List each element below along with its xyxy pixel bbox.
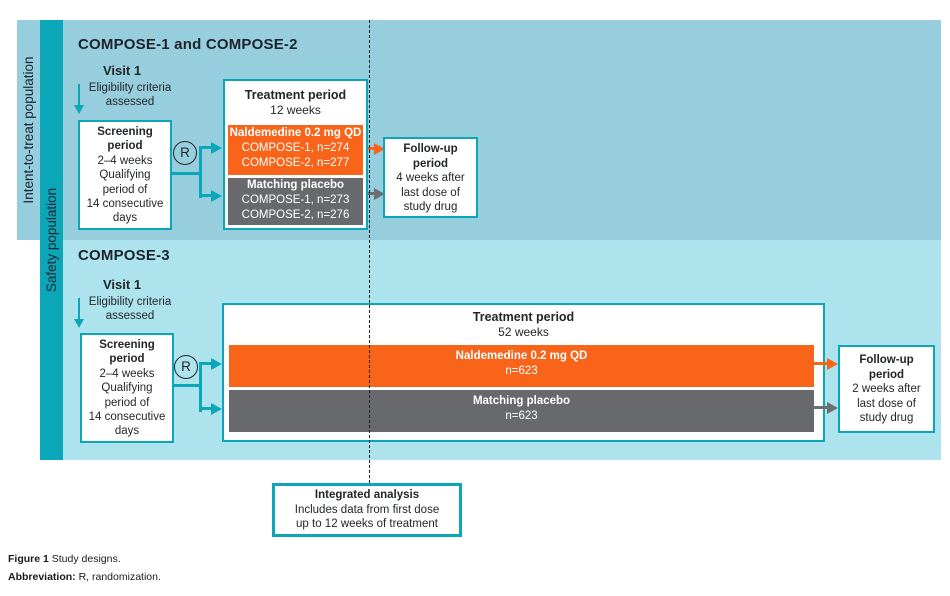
screening-box-bottom (80, 333, 174, 443)
treatment-period-duration-bottom: 52 weeks (498, 325, 549, 339)
connector-line (199, 362, 202, 412)
placebo-arm-top (228, 178, 363, 225)
treatment-period-title-top: Treatment period (244, 88, 347, 102)
screening-title-line1-top: Screening (97, 126, 153, 138)
screening-line-top: days (112, 212, 138, 225)
screening-title-line2-top: period (107, 140, 143, 153)
followup-title-top: Follow-up (403, 143, 458, 155)
placebo-arm-n1-top: COMPOSE-1, n=273 (241, 194, 350, 207)
eligibility-arrow-shaft-bottom (78, 298, 80, 320)
treatment-period-duration-top: 12 weeks (270, 103, 321, 117)
treatment-box-top (223, 79, 368, 230)
arrow-active-to-followup-bottom (812, 362, 828, 365)
followup-line-bottom: 2 weeks after (852, 383, 921, 395)
randomization-circle-bottom: R (174, 355, 198, 379)
placebo-arm-n2-top: COMPOSE-2, n=276 (241, 209, 350, 222)
dashed-12week-line (369, 20, 370, 483)
naldemedine-arm-top (228, 125, 363, 175)
naldemedine-arm-n1-top: COMPOSE-1, n=274 (241, 142, 350, 155)
followup-line-bottom: study drug (859, 412, 914, 424)
eligibility-arrow-icon-top (74, 105, 84, 114)
screening-line-bottom: days (114, 425, 140, 438)
connector-line (172, 172, 202, 175)
followup-line-bottom: last dose of (857, 397, 916, 410)
compose12-panel (63, 20, 941, 240)
safety-population-bar (40, 20, 63, 460)
naldemedine-arm-bottom (229, 345, 814, 387)
figure-caption-text: Study designs. (51, 553, 121, 565)
followup-line-top: study drug (403, 201, 458, 213)
integrated-analysis-title: Integrated analysis (314, 489, 420, 501)
abbreviation-text: R, randomization. (78, 571, 161, 583)
screening-line-bottom: Qualifying (101, 382, 153, 395)
naldemedine-arm-name-bottom: Naldemedine 0.2 mg QD (455, 350, 588, 362)
compose12-title: COMPOSE-1 and COMPOSE-2 (78, 36, 298, 53)
arrow-active-head-bottom (827, 358, 838, 370)
integrated-analysis-box (272, 483, 462, 537)
followup-title-bottom: period (868, 368, 905, 381)
screening-title-line1-bottom: Screening (99, 339, 155, 351)
placebo-arm-bottom (229, 390, 814, 432)
naldemedine-arm-n-bottom: n=623 (505, 365, 538, 378)
visit1-label-bottom: Visit 1 (103, 277, 142, 292)
eligibility-line1-top: Eligibility criteria (88, 82, 172, 94)
eligibility-line2-bottom: assessed (105, 309, 155, 322)
abbreviation-label: Abbreviation: (8, 571, 76, 583)
screening-line-bottom: 14 consecutive (88, 411, 166, 424)
integrated-analysis-line1: Includes data from first dose (294, 503, 440, 516)
screening-line-top: 2–4 weeks (97, 154, 153, 167)
naldemedine-arm-n2-top: COMPOSE-2, n=277 (241, 157, 350, 170)
eligibility-arrow-icon-bottom (74, 319, 84, 328)
followup-box-top (383, 137, 478, 218)
followup-title-bottom: Follow-up (859, 354, 914, 366)
treatment-box-bottom (222, 303, 825, 442)
visit1-label-top: Visit 1 (103, 63, 142, 78)
screening-line-bottom: period of (104, 396, 150, 409)
screening-line-bottom: 2–4 weeks (99, 367, 155, 380)
screening-title-line2-bottom: period (109, 353, 145, 366)
randomization-arrow-active-bottom (211, 358, 222, 370)
safety-population-label: Safety population (44, 187, 59, 293)
itt-population-label: Intent-to-treat population (21, 56, 36, 204)
screening-line-top: Qualifying (99, 169, 151, 182)
itt-population-bar (17, 20, 40, 240)
figure-caption-label: Figure 1 (8, 553, 49, 565)
naldemedine-arm-name-top: Naldemedine 0.2 mg QD (229, 127, 362, 139)
arrow-placebo-head-bottom (827, 402, 838, 414)
placebo-arm-name-bottom: Matching placebo (472, 395, 571, 407)
arrow-placebo-to-followup-bottom (812, 406, 828, 409)
eligibility-line2-top: assessed (105, 95, 155, 108)
connector-line (199, 146, 202, 198)
randomization-circle-top: R (173, 141, 197, 165)
screening-line-top: 14 consecutive (86, 198, 164, 211)
connector-line (173, 384, 202, 387)
screening-line-top: period of (102, 183, 148, 196)
randomization-arrow-placebo-bottom (211, 403, 222, 415)
figure-caption (8, 553, 121, 565)
followup-line-top: 4 weeks after (396, 172, 465, 184)
treatment-period-title-bottom: Treatment period (472, 310, 575, 324)
placebo-arm-n-bottom: n=623 (505, 410, 538, 423)
screening-box-top (78, 120, 172, 230)
randomization-arrow-active-top (211, 142, 222, 154)
eligibility-note-bottom (82, 296, 178, 323)
eligibility-arrow-shaft-top (78, 84, 80, 106)
randomization-arrow-placebo-top (211, 190, 222, 202)
followup-line-top: last dose of (401, 186, 460, 199)
placebo-arm-name-top: Matching placebo (246, 179, 345, 191)
followup-title-top: period (412, 157, 449, 170)
abbreviation-note (8, 571, 161, 583)
eligibility-line1-bottom: Eligibility criteria (88, 296, 172, 308)
followup-box-bottom (838, 345, 935, 433)
compose3-title: COMPOSE-3 (78, 247, 170, 264)
integrated-analysis-line2: up to 12 weeks of treatment (296, 518, 438, 530)
eligibility-note-top (82, 82, 178, 109)
